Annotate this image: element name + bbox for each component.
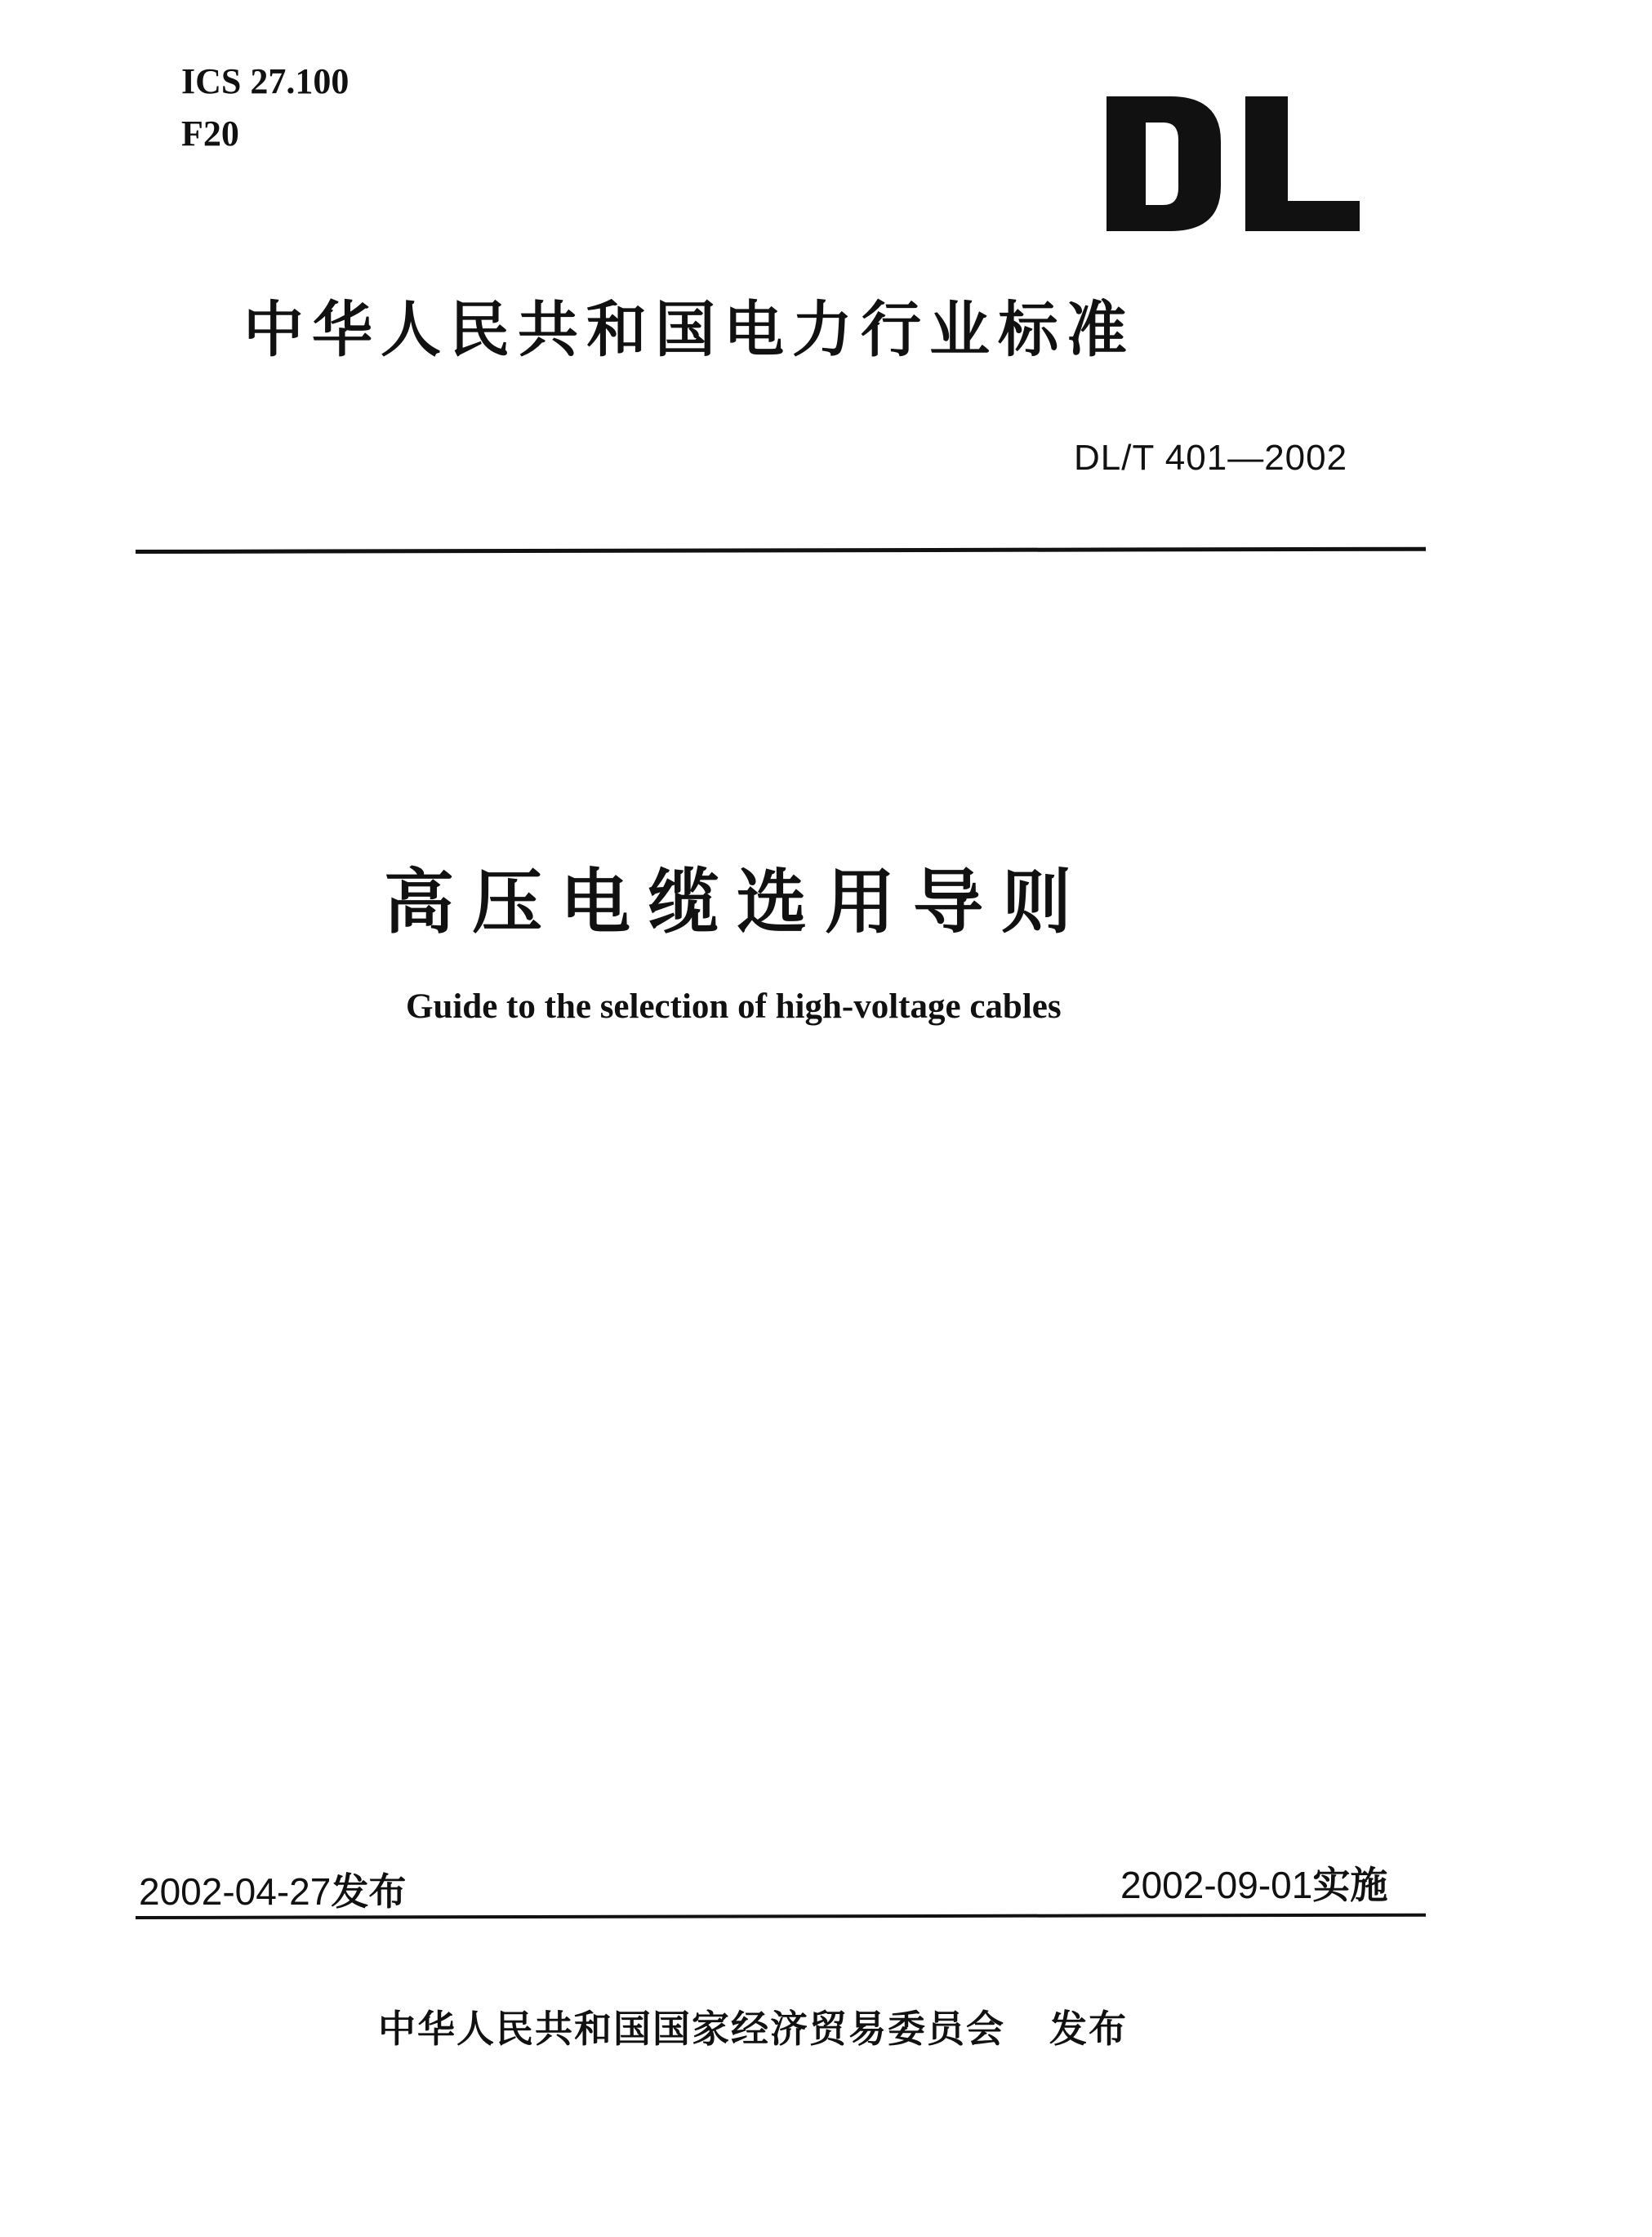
ics-code: ICS 27.100 (181, 61, 350, 101)
document-title-chinese: 高压电缆选用导则 (384, 862, 1089, 943)
effective-date-line (1120, 1856, 1387, 1909)
document-title-english: Guide to the selection of high-voltage cables (406, 987, 1062, 1026)
publisher-name: 中华人民共和国国家经济贸易委员会 (378, 2007, 1005, 2051)
standard-number: DL/T 401—2002 (1074, 438, 1348, 478)
publisher-action: 发布 (1049, 2007, 1129, 2051)
ccs-code: F20 (181, 114, 239, 154)
classification-codes (181, 56, 349, 160)
publish-date: 2002-04-27 (139, 1870, 332, 1913)
publish-label: 发布 (331, 1869, 407, 1914)
publisher-line (0, 1999, 1652, 2053)
effective-date: 2002-09-01 (1120, 1864, 1313, 1906)
dl-logo (1107, 96, 1360, 231)
issuing-authority-title: 中华人民共和国电力行业标准 (243, 295, 1135, 365)
logo-letter-l (1245, 96, 1360, 231)
header-divider (136, 547, 1426, 554)
logo-letter-d (1107, 96, 1221, 231)
publish-date-line (139, 1862, 406, 1916)
effective-label: 实施 (1312, 1863, 1388, 1907)
